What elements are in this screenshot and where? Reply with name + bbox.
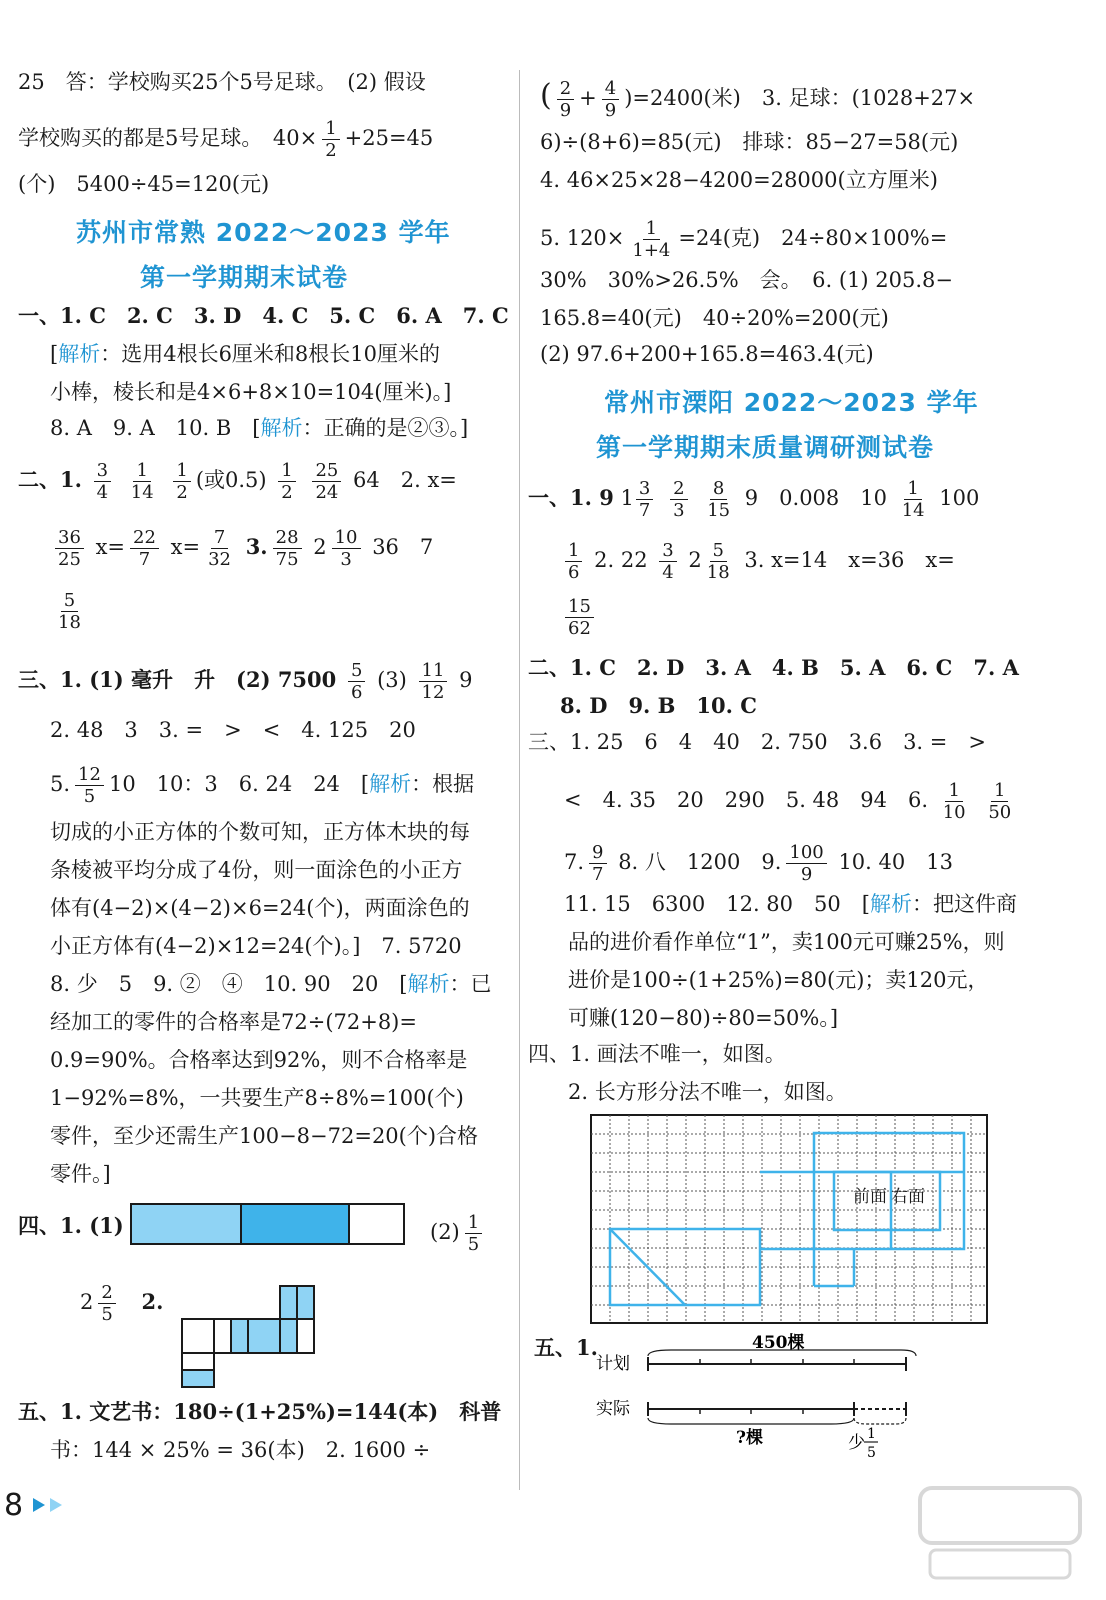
less-frac-den: 5 [867, 1445, 876, 1461]
analysis-note: 切成的小正方体的个数可知，正方体木块的每 [50, 820, 470, 844]
section-title: 第一学期期末质量调研测试卷 [596, 433, 935, 462]
page-arrow-icon [33, 1497, 67, 1513]
cube-net-figure [181, 1285, 321, 1389]
plan-label: 计划 [596, 1354, 630, 1374]
watermark-logo [910, 1478, 1090, 1588]
analysis-note: 零件，至少还需生产100−8−72=20(个)合格 [50, 1124, 479, 1148]
analysis-note: 品的进价看作单位“1”，卖100元可赚25%，则 [568, 930, 1005, 954]
answer-line: $\frac{36}{25}$ x= $\frac{22}{7}$ x= $\frac{7}{32}$ 3. $\frac{28}{75}$ 2 $\frac{10}{3}$ 36 7 [50, 527, 433, 570]
analysis-note: 0.9=90%。合格率达到92%，则不合格率是 [50, 1048, 468, 1072]
answer-line: 6)÷(8+6)=85(元) 排球：85−27=58(元) [540, 130, 959, 154]
answer-line: (2) $\frac{1}{5}$ [430, 1212, 487, 1255]
analysis-note: 条棱被平均分成了4份，则一面涂色的小正方 [50, 858, 463, 882]
section-title: 常州市溧阳 2022～2023 学年 [604, 388, 979, 417]
unknown-label: ?棵 [736, 1428, 763, 1448]
text-line: (个) 5400÷45=120(元) [18, 172, 270, 196]
answer-line: 165.8=40(元) 40÷20%=200(元) [540, 306, 889, 330]
analysis-note: 小棒，棱长和是4×6+8×10=104(厘米)。] [50, 380, 452, 404]
answer-line: 5. 120× $\frac{1}{1+4}$ =24(克) 24÷80×100%= [540, 218, 948, 261]
answer-line: 8. D 9. B 10. C [560, 693, 757, 718]
answer-line: (2) 97.6+200+165.8=463.4(元) [540, 342, 874, 366]
section-title: 苏州市常熟 2022～2023 学年 [76, 218, 451, 247]
answer-line: 2. 48 3 3. = > < 4. 125 20 [50, 718, 416, 742]
analysis-note: 经加工的零件的合格率是72÷(72+8)= [50, 1010, 417, 1034]
section-title: 第一学期期末试卷 [140, 263, 349, 292]
answer-line: 二、1. $\frac{3}{4}$ $\frac{1}{14}$ $\frac{1}{2}$ (或0.5) $\frac{1}{2}$ $\frac{25}{24}$ 64 2. x= [18, 460, 457, 503]
answer-line: 7. $\frac{9}{7}$ 8. 八 1200 9. $\frac{100}{9}$ 10. 40 13 [564, 842, 953, 885]
answer-line: $\frac{5}{18}$ [58, 590, 81, 633]
bar-part-light [131, 1204, 241, 1244]
analysis-note: 进价是100÷(1+25%)=80(元)；卖120元， [568, 968, 989, 992]
answer-line: 三、1. (1) 毫升 升 (2) 7500 $\frac{5}{6}$ (3) $\frac{11}{12}$ 9 [18, 660, 473, 703]
answer-line: 2. 长方形分法不唯一，如图。 [568, 1080, 847, 1104]
analysis-note: 1−92%=8%，一共要生产8÷8%=100(个) [50, 1086, 464, 1110]
answer-line: 4. 46×25×28−4200=28000(立方厘米) [540, 168, 938, 192]
fraction: $\frac{1}{2}$ [322, 118, 339, 161]
answer-line: 30% 30%>26.5% 会。 6. (1) 205.8− [540, 268, 954, 292]
line-segment-diagram [596, 1326, 926, 1466]
answer-line: < 4. 35 20 290 5. 48 94 6. $\frac{1}{10}$ $\frac{1}{50}$ [564, 780, 1012, 823]
answer-line: 三、1. 25 6 4 40 2. 750 3.6 3. = > [528, 730, 986, 754]
answer-line: 2 $\frac{2}{5}$ 2. [80, 1282, 164, 1325]
analysis-note: [解析：选用4根长6厘米和8根长10厘米的 [50, 342, 441, 366]
dot-grid-figure [590, 1114, 990, 1326]
actual-label: 实际 [596, 1399, 630, 1419]
less-label: 少 [848, 1433, 865, 1453]
analysis-note: 可赚(120−80)÷80=50%。] [568, 1006, 839, 1030]
answer-line: $\frac{15}{62}$ [560, 596, 599, 639]
bar-part-empty [349, 1204, 404, 1244]
answer-line: 二、1. C 2. D 3. A 4. B 5. A 6. C 7. A [528, 655, 1019, 680]
text-line: 25 答：学校购买25个5号足球。 (2) 假设 [18, 70, 426, 94]
answer-line: ( $\frac{2}{9}$ + $\frac{4}{9}$ )=2400(米) 3. 足球：(1028+27× [540, 78, 976, 121]
answer-line: 书：144 × 25% = 36(本) 2. 1600 ÷ [50, 1438, 431, 1462]
answer-line: $\frac{1}{6}$ 2. 22 $\frac{3}{4}$ 2 $\frac{5}{18}$ 3. x=14 x=36 x= [560, 540, 955, 583]
grid-label-right: 右面 [891, 1187, 925, 1207]
answer-line: 四、1. 画法不唯一，如图。 [528, 1042, 786, 1066]
answer-line: 四、1. (1) [18, 1213, 124, 1238]
column-divider [519, 70, 520, 1490]
answer-line: 11. 15 6300 12. 80 50 [解析：把这件商 [564, 892, 1017, 916]
analysis-note: 小正方体有(4−2)×12=24(个)。] 7. 5720 [50, 934, 462, 958]
page-number: 8 [4, 1488, 24, 1523]
fraction-bar-figure [130, 1202, 406, 1248]
total-label: 450棵 [752, 1333, 805, 1353]
bar-part-mid [241, 1204, 349, 1244]
text-line: 学校购买的都是5号足球。 40× $\frac{1}{2}$ +25=45 [18, 118, 434, 161]
answer-line: 一、1. 9 1 $\frac{3}{7}$ $\frac{2}{3}$ $\frac{8}{15}$ 9 0.008 10 $\frac{1}{14}$ 100 [528, 478, 980, 521]
answer-line: 8. 少 5 9. ② ④ 10. 90 20 [解析：已 [50, 972, 492, 996]
less-frac-num: 1 [867, 1426, 876, 1442]
analysis-note: 零件。] [50, 1162, 111, 1186]
answer-line: 5. $\frac{12}{5}$ 10 10：3 6. 24 24 [解析：根据 [50, 764, 475, 807]
answer-line: 8. A 9. A 10. B [解析：正确的是②③。] [50, 416, 469, 440]
analysis-note: 体有(4−2)×(4−2)×6=24(个)，两面涂色的 [50, 896, 470, 920]
grid-label-front: 前面 [853, 1187, 887, 1207]
answer-line: 五、1. 文艺书：180÷(1+25%)=144(本) 科普 [18, 1399, 502, 1424]
answer-line: 五、1. [534, 1335, 598, 1360]
answer-line: 一、1. C 2. C 3. D 4. C 5. C 6. A 7. C [18, 303, 509, 328]
